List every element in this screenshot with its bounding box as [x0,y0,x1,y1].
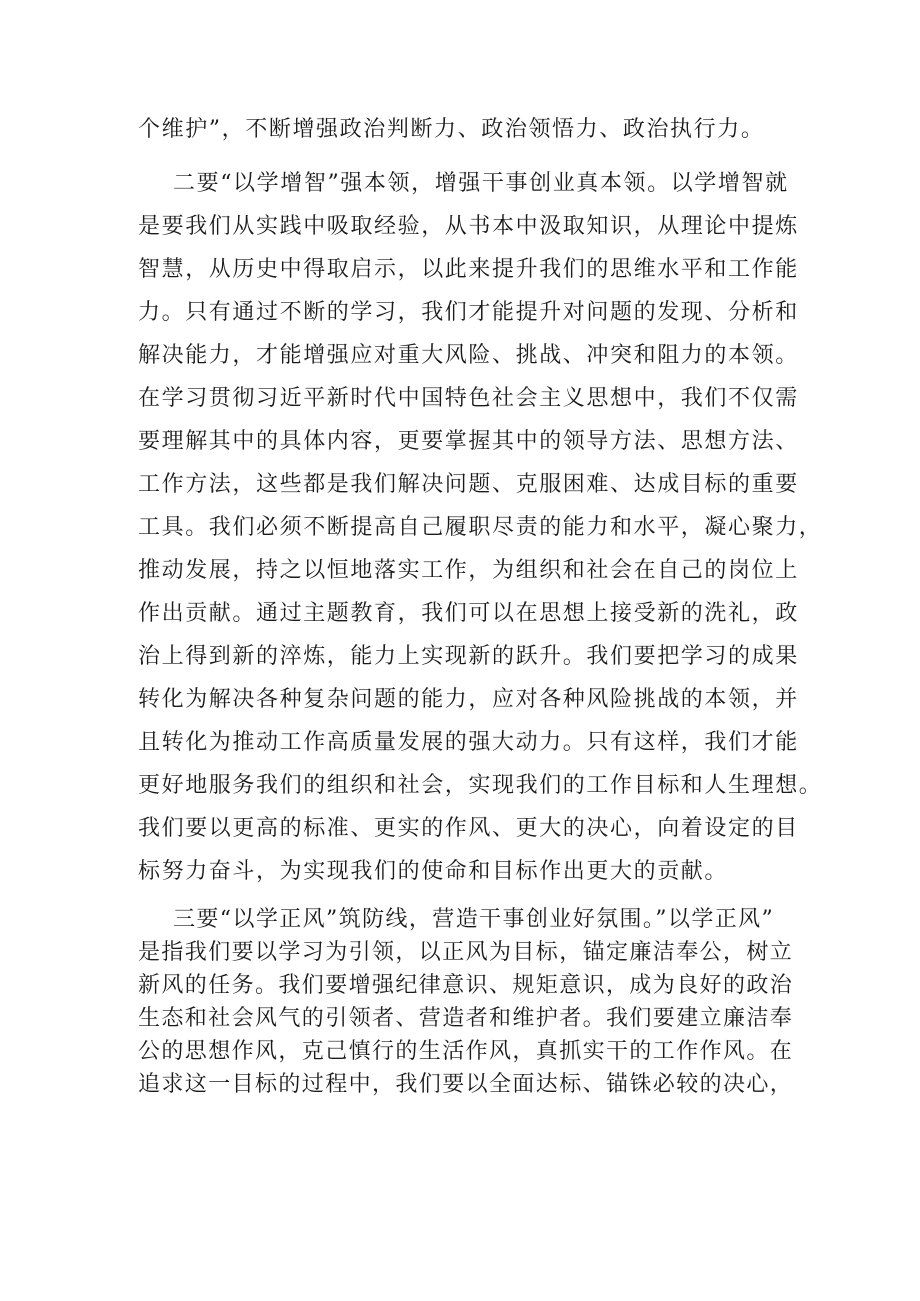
text-line: 在学习贯彻习近平新时代中国特色社会主义思想中，我们不仅需 [138,386,799,411]
text-line: 要理解其中的具体内容，更要掌握其中的领导方法、思想方法、 [138,429,799,454]
text-line: 个维护”，不断增强政治判断力、政治领悟力、政治执行力。 [138,117,765,142]
text-line: 作出贡献。通过主题教育，我们可以在思想上接受新的洗礼，政 [138,601,799,626]
text-line: 公的思想作风，克己慎行的生活作风，真抓实干的工作作风。在 [138,1039,794,1064]
paragraph-3-first-line: 三要“以学正风”筑防线，营造干事创业好氛围。”以学正风” [173,907,775,932]
text-line: 是要我们从实践中吸取经验，从书本中汲取知识，从理论中提炼 [138,214,799,239]
text-line: 智慧，从历史中得取启示，以此来提升我们的思维水平和工作能 [138,257,799,282]
text-line: 转化为解决各种复杂问题的能力，应对各种风险挑战的本领，并 [138,687,799,712]
text-line: 工作方法，这些都是我们解决问题、克服困难、达成目标的重要 [138,472,799,497]
text-line: 新风的任务。我们要增强纪律意识、规矩意识，成为良好的政治 [138,973,794,998]
paragraph-2-first-line: 二要“以学增智”强本领，增强干事创业真本领。以学增智就 [173,171,789,196]
text-line: 标努力奋斗，为实现我们的使命和目标作出更大的贡献。 [138,859,729,884]
text-line: 治上得到新的淬炼，能力上实现新的跃升。我们要把学习的成果 [138,644,799,669]
text-line: 解决能力，才能增强应对重大风险、挑战、冲突和阻力的本领。 [138,343,799,368]
text-line: 工具。我们必须不断提高自己履职尽责的能力和水平，凝心聚力， [138,515,823,540]
text-line: 生态和社会风气的引领者、营造者和维护者。我们要建立廉洁奉 [138,1006,794,1031]
text-line: 推动发展，持之以恒地落实工作，为组织和社会在自己的岗位上 [138,558,799,583]
text-line: 更好地服务我们的组织和社会，实现我们的工作目标和人生理想。 [138,773,823,798]
text-line: 且转化为推动工作高质量发展的强大动力。只有这样，我们才能 [138,730,799,755]
text-line: 我们要以更高的标准、更实的作风、更大的决心，向着设定的目 [138,816,799,841]
text-line: 力。只有通过不断的学习，我们才能提升对问题的发现、分析和 [138,300,799,325]
text-line: 追求这一目标的过程中，我们要以全面达标、锚铢必较的决心， [138,1072,794,1097]
text-line: 是指我们要以学习为引领，以正风为目标，锚定廉洁奉公，树立 [138,940,794,965]
